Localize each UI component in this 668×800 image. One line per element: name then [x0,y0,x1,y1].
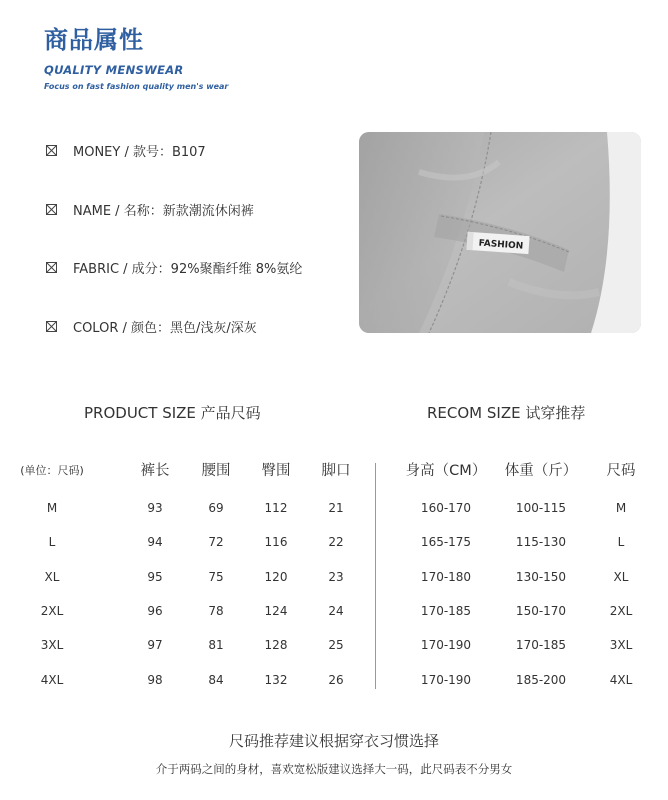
table-cell: 132 [264,673,288,687]
table-cell: 170-190 [420,638,472,652]
brand-subtitle: QUALITY MENSWEAR [44,63,184,77]
footer-title: 尺码推荐建议根据穿衣习惯选择 [228,732,439,750]
table-cell: 78 [208,604,224,618]
table-cell: 170-185 [515,638,567,652]
table-cell: 72 [208,535,224,549]
brand-tagline: Focus on fast fashion quality men's wear [44,82,229,91]
table-cell: 130-150 [515,570,567,584]
table-cell: 75 [208,570,224,584]
table-cell: 4XL [40,673,64,687]
attribute-item [46,316,257,336]
table-cell: 3XL [609,638,633,652]
table-cell: M [615,501,627,515]
table-cell: 124 [264,604,288,618]
table-cell: 93 [147,501,163,515]
attribute-item [46,140,206,160]
table-cell: 185-200 [515,673,567,687]
attribute-text: FABRIC / 成分：92%聚酯纤维 8%氨纶 [73,261,303,277]
table-header-cell: 尺码 [606,463,636,479]
table-cell: 115-130 [515,535,567,549]
table-cell: 128 [264,638,288,652]
table-cell: 98 [147,673,163,687]
table-cell: 112 [264,501,288,515]
product-size-title: PRODUCT SIZE 产品尺码 [84,404,261,422]
table-cell: 170-185 [420,604,472,618]
fabric-detail-photo [359,132,641,333]
table-cell: 160-170 [420,501,472,515]
table-cell: 170-190 [420,673,472,687]
table-cell: 3XL [40,638,64,652]
table-header-cell: 臀围 [261,463,291,479]
table-cell: 116 [264,535,288,549]
table-cell: 95 [147,570,163,584]
table-cell: L [617,535,625,549]
table-header-cell: 腰围 [201,463,231,479]
footer-note: 介于两码之间的身材，喜欢宽松版建议选择大一码，此尺码表不分男女 [155,762,513,776]
page-title: 商品属性 [44,26,144,54]
table-cell: 25 [328,638,344,652]
attribute-item [46,257,302,277]
table-cell: 170-180 [420,570,472,584]
table-cell: 26 [328,673,344,687]
table-cell: 69 [208,501,224,515]
table-cell: 84 [208,673,224,687]
table-cell: 23 [328,570,344,584]
table-cell: 21 [328,501,344,515]
table-cell: 120 [264,570,288,584]
fabric-detail-illustration [359,132,641,333]
table-header-cell: 脚口 [321,463,351,479]
table-divider [375,463,376,689]
table-cell: 165-175 [420,535,472,549]
attribute-text: NAME / 名称：新款潮流休闲裤 [73,203,254,219]
checkbox-x-icon [46,204,57,215]
fashion-label: FASHION [478,238,524,252]
table-cell: XL [44,570,60,584]
checkbox-x-icon [46,262,57,273]
table-header-cell: 裤长 [140,463,170,479]
table-cell: 24 [328,604,344,618]
table-cell: L [48,535,56,549]
table-cell: 94 [147,535,163,549]
table-cell: 4XL [609,673,633,687]
table-cell: 96 [147,604,163,618]
recom-size-title: RECOM SIZE 试穿推荐 [427,404,586,422]
table-cell: 2XL [609,604,633,618]
attribute-text: MONEY / 款号：B107 [73,144,206,160]
checkbox-x-icon [46,321,57,332]
table-header-cell: 身高（CM） [405,463,487,479]
attribute-item [46,199,254,219]
table-cell: 150-170 [515,604,567,618]
table-header-cell: 体重（斤） [504,463,578,479]
table-cell: 81 [208,638,224,652]
table-cell: XL [613,570,629,584]
attribute-text: COLOR / 颜色：黑色/浅灰/深灰 [73,320,257,336]
table-cell: 100-115 [515,501,567,515]
table-cell: M [46,501,58,515]
table-header-cell: (单位：尺码) [20,464,84,477]
table-cell: 97 [147,638,163,652]
table-cell: 22 [328,535,344,549]
checkbox-x-icon [46,145,57,156]
table-cell: 2XL [40,604,64,618]
